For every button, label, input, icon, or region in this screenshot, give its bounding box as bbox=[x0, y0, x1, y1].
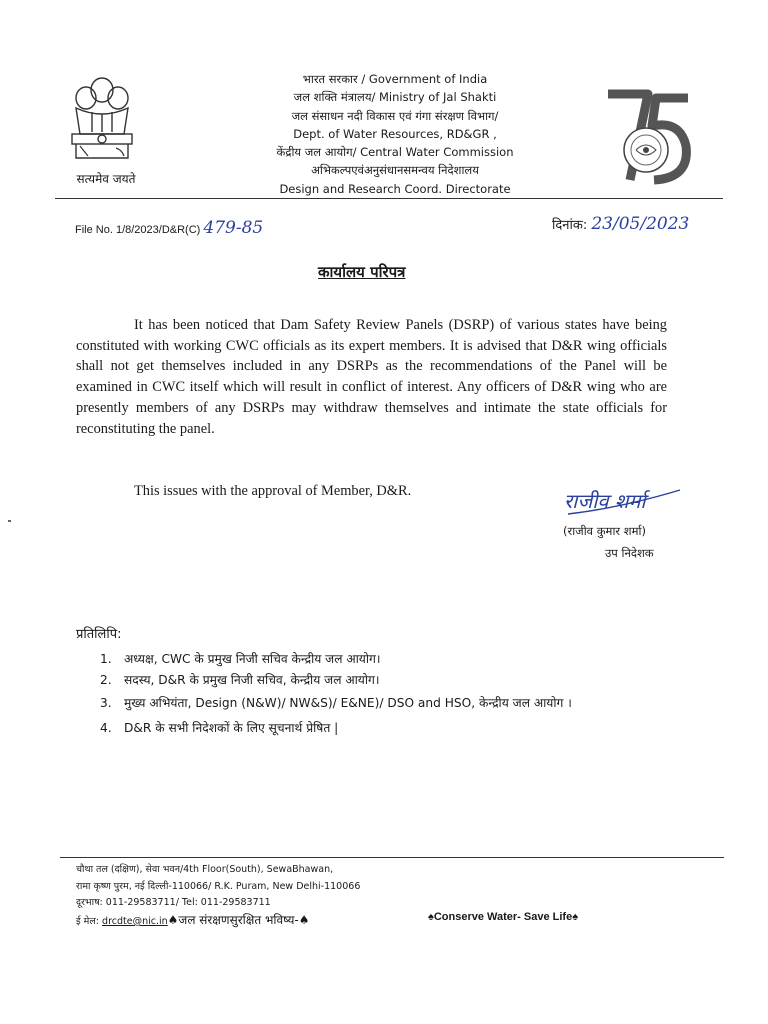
header-text-block bbox=[230, 70, 560, 198]
file-number bbox=[75, 218, 263, 238]
footer-email-link[interactable]: drcdte@nic.in bbox=[102, 916, 168, 927]
header-line-directorate-en: Design and Research Coord. Directorate bbox=[279, 181, 511, 196]
date-label: दिनांक: bbox=[552, 218, 588, 233]
copy-to-item bbox=[100, 671, 380, 688]
header-line-cwc: केंद्रीय जल आयोग/ Central Water Commission bbox=[276, 145, 514, 160]
copy-to-item bbox=[100, 694, 572, 711]
footer-address-line-2: रामा कृष्ण पुरम, नई दिल्ली-110066/ R.K. Puram, New Delhi-110066 bbox=[76, 881, 361, 892]
signatory-designation: उप निदेशक bbox=[605, 546, 654, 560]
copy-to-label: प्रतिलिपि: bbox=[76, 627, 122, 642]
body-paragraph: It has been noticed that Dam Safety Review Panels (DSRP) of various states have being constituted with working CWC officials as its expert members. It is advised that D&R wing officials shall not get themselves included in any DSRPs as the recommendations of the Panel will be examined in CWC itself which will result in conflict of interest. Any officers of D&R wing who are presently members of any DSRPs may withdraw themselves and intimate the state officials for reconstituting the panel. bbox=[76, 317, 667, 437]
header-line-directorate-hi: अभिकल्पएवंअनुसंधानसमन्वय निदेशालय bbox=[311, 163, 479, 178]
copy-to-item bbox=[100, 719, 338, 736]
file-number-prefix: File No. 1/8/2023/D&R(C) bbox=[75, 224, 201, 236]
signature bbox=[560, 478, 690, 520]
copy-to-item-number: 1. bbox=[100, 652, 112, 666]
footer-email-label: ई मेल: bbox=[76, 916, 100, 927]
document-title: कार्यालय परिपत्र bbox=[318, 263, 406, 281]
header-line-department-en: Dept. of Water Resources, RD&GR , bbox=[293, 126, 497, 141]
date-field bbox=[552, 214, 689, 234]
copy-to-item-text: D&R के सभी निदेशकों के लिए सूचनार्थ प्रेषित | bbox=[124, 721, 339, 735]
copy-to-item-number: 2. bbox=[100, 673, 112, 687]
header-divider bbox=[55, 198, 723, 199]
handwritten-file-serial: 479-85 bbox=[203, 218, 264, 238]
header-line-ministry: जल शक्ति मंत्रालय/ Ministry of Jal Shakti bbox=[293, 90, 497, 105]
signature-handwriting: राजीव शर्मा bbox=[564, 489, 646, 513]
footer-phone: दूरभाष: 011-29583711/ Tel: 011-29583711 bbox=[76, 897, 271, 908]
signatory-name: (राजीव कुमार शर्मा) bbox=[563, 524, 646, 538]
copy-to-item-number: 4. bbox=[100, 721, 112, 735]
footer-address-line-1: चौथा तल (दक्षिण), सेवा भवन/4th Floor(South), SewaBhawan, bbox=[76, 864, 334, 875]
75-years-logo-icon bbox=[600, 80, 700, 190]
header-line-government: भारत सरकार / Government of India bbox=[302, 72, 488, 86]
footer-email-row bbox=[76, 911, 310, 928]
state-emblem-icon bbox=[62, 72, 142, 170]
copy-to-item-text: सदस्य, D&R के प्रमुख निजी सचिव, केन्द्रीय जल आयोग। bbox=[124, 673, 380, 687]
approval-line: This issues with the approval of Member, D&R. bbox=[134, 483, 412, 499]
footer-slogan-english: ♠Conserve Water- Save Life♠ bbox=[428, 911, 579, 923]
copy-to-item bbox=[100, 650, 381, 667]
footer-divider bbox=[60, 857, 724, 858]
copy-to-item-text: अध्यक्ष, CWC के प्रमुख निजी सचिव केन्द्रीय जल आयोग। bbox=[124, 652, 381, 666]
emblem-motto: सत्यमेव जयते bbox=[76, 172, 136, 186]
copy-to-item-text: मुख्य अभियंता, Design (N&W)/ NW&S)/ E&NE)/ DSO and HSO, केन्द्रीय जल आयोग । bbox=[124, 696, 572, 710]
header-line-department-hi: जल संसाधन नदी विकास एवं गंगा संरक्षण विभाग/ bbox=[291, 108, 499, 123]
scan-edge-mark bbox=[8, 520, 11, 522]
copy-to-item-number: 3. bbox=[100, 696, 112, 710]
handwritten-date: 23/05/2023 bbox=[591, 214, 690, 234]
footer-slogan-hindi: ♠जल संरक्षणसुरक्षित भविष्य-♠ bbox=[167, 913, 310, 927]
